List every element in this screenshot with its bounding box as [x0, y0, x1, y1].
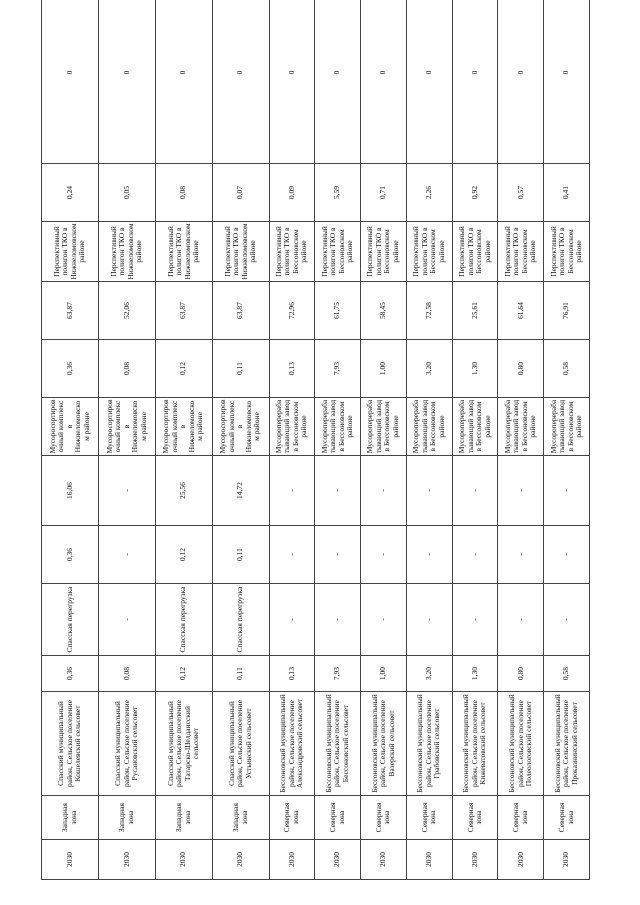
cell-last: 0	[361, 0, 407, 164]
cell-transfer-capacity: 25,56	[155, 456, 212, 526]
cell-distance: 61,75	[315, 282, 361, 340]
cell-object-volume: 0,80	[498, 340, 544, 398]
cell-volume: 0,12	[155, 656, 212, 692]
cell-landfill-volume: 0,09	[269, 164, 315, 222]
table-row	[42, 0, 99, 880]
cell-zone: Северная зона	[544, 796, 590, 840]
cell-year: 2030	[98, 840, 155, 880]
cell-year: 2030	[315, 840, 361, 880]
cell-distance: 63,87	[42, 282, 99, 340]
cell-year: 2030	[406, 840, 452, 880]
cell-transfer: -	[544, 584, 590, 656]
cell-last: 0	[498, 0, 544, 164]
cell-zone: Северная зона	[498, 796, 544, 840]
cell-object: Мусороперерабатывающий завод в Бессоновском районе	[452, 398, 498, 456]
cell-landfill-volume: 5,59	[315, 164, 361, 222]
cell-transfer: -	[498, 584, 544, 656]
cell-landfill: Перспективный полигон ТКО в Бессоновском районе	[269, 222, 315, 282]
cell-volume: 0,13	[269, 656, 315, 692]
cell-volume: 0,58	[544, 656, 590, 692]
cell-transfer-volume: 0,12	[155, 526, 212, 584]
cell-last: 0	[98, 0, 155, 164]
cell-distance: 58,45	[361, 282, 407, 340]
cell-year: 2030	[498, 840, 544, 880]
cell-settlement: Спасский муниципальный район, Сельское поселение Русановский сельсовет	[98, 692, 155, 796]
cell-transfer: -	[315, 584, 361, 656]
cell-last: 0	[544, 0, 590, 164]
cell-year: 2030	[269, 840, 315, 880]
cell-transfer: -	[452, 584, 498, 656]
cell-settlement: Спасский муниципальный район, Сельское поселение Татарско-Шелдаисский сельсовет	[155, 692, 212, 796]
cell-zone: Северная зона	[406, 796, 452, 840]
table-row	[212, 0, 269, 880]
cell-transfer-capacity: -	[406, 456, 452, 526]
waste-flow-table	[41, 0, 590, 880]
cell-last: 0	[315, 0, 361, 164]
cell-last: 0	[212, 0, 269, 164]
cell-landfill-volume: 2,26	[406, 164, 452, 222]
cell-distance: 63,87	[212, 282, 269, 340]
cell-zone: Северная зона	[315, 796, 361, 840]
cell-transfer: -	[269, 584, 315, 656]
cell-object-volume: 0,13	[269, 340, 315, 398]
cell-transfer-capacity: 14,72	[212, 456, 269, 526]
cell-object: Мусороперерабатывающий завод в Бессоновском районе	[361, 398, 407, 456]
cell-transfer-volume: 0,36	[42, 526, 99, 584]
table-row	[155, 0, 212, 880]
cell-transfer-capacity: -	[452, 456, 498, 526]
table-row	[498, 0, 544, 880]
cell-volume: 0,08	[98, 656, 155, 692]
cell-landfill: Перспективный полигон ТКО в Бессоновском районе	[361, 222, 407, 282]
cell-volume: 7,93	[315, 656, 361, 692]
cell-transfer-capacity: -	[98, 456, 155, 526]
table-row	[406, 0, 452, 880]
cell-transfer-volume: -	[98, 526, 155, 584]
cell-settlement: Бессоновский муниципальный район, Сельское поселение Бессоновский сельсовет	[315, 692, 361, 796]
cell-year: 2030	[155, 840, 212, 880]
cell-volume: 1,30	[452, 656, 498, 692]
cell-last: 0	[155, 0, 212, 164]
cell-volume: 0,36	[42, 656, 99, 692]
cell-year: 2030	[452, 840, 498, 880]
cell-landfill: Перспективный полигон ТКО в Бессоновском районе	[452, 222, 498, 282]
cell-landfill: Перспективный полигон ТКО в Бессоновском районе	[315, 222, 361, 282]
cell-settlement: Бессоновский муниципальный район, Сельское поселение Грабовский сельсовет	[406, 692, 452, 796]
cell-volume: 3,20	[406, 656, 452, 692]
cell-last: 0	[452, 0, 498, 164]
cell-transfer-capacity: -	[544, 456, 590, 526]
cell-volume: 1,00	[361, 656, 407, 692]
cell-transfer-capacity: -	[498, 456, 544, 526]
cell-object-volume: 0,11	[212, 340, 269, 398]
cell-distance: 52,06	[98, 282, 155, 340]
cell-object: Мусоросортировочный комплекс в Нижнеломовском районе	[98, 398, 155, 456]
cell-settlement: Бессоновский муниципальный район, Сельское поселение Александровский сельсовет	[269, 692, 315, 796]
cell-transfer-volume: -	[452, 526, 498, 584]
cell-year: 2030	[212, 840, 269, 880]
cell-zone: Западная зона	[212, 796, 269, 840]
cell-transfer-volume: -	[315, 526, 361, 584]
cell-settlement: Бессоновский муниципальный район, Сельское поселение Проказнинский сельсовет	[544, 692, 590, 796]
cell-landfill: Перспективный полигон ТКО в Нижнеломовском районе	[98, 222, 155, 282]
cell-transfer-capacity: 16,06	[42, 456, 99, 526]
cell-object: Мусороперерабатывающий завод в Бессоновском районе	[498, 398, 544, 456]
cell-landfill-volume: 0,24	[42, 164, 99, 222]
cell-landfill-volume: 0,57	[498, 164, 544, 222]
table-row	[315, 0, 361, 880]
cell-year: 2030	[42, 840, 99, 880]
table-row	[269, 0, 315, 880]
cell-transfer: -	[406, 584, 452, 656]
cell-transfer-volume: -	[406, 526, 452, 584]
cell-transfer: -	[361, 584, 407, 656]
cell-landfill: Перспективный полигон ТКО в Нижнеломовском районе	[42, 222, 99, 282]
cell-distance: 61,64	[498, 282, 544, 340]
cell-object-volume: 0,12	[155, 340, 212, 398]
cell-volume: 0,80	[498, 656, 544, 692]
cell-zone: Западная зона	[98, 796, 155, 840]
cell-settlement: Бессоновский муниципальный район, Сельское поселение Вазерский сельсовет	[361, 692, 407, 796]
cell-transfer-volume: 0,11	[212, 526, 269, 584]
table-row	[361, 0, 407, 880]
cell-transfer: -	[98, 584, 155, 656]
cell-object: Мусороперерабатывающий завод в Бессоновском районе	[406, 398, 452, 456]
cell-transfer: Спасская перегрузка	[155, 584, 212, 656]
table-row	[544, 0, 590, 880]
cell-transfer-volume: -	[361, 526, 407, 584]
cell-landfill-volume: 0,07	[212, 164, 269, 222]
cell-transfer-capacity: -	[315, 456, 361, 526]
cell-transfer-capacity: -	[361, 456, 407, 526]
cell-landfill: Перспективный полигон ТКО в Бессоновском районе	[544, 222, 590, 282]
cell-object-volume: 1,30	[452, 340, 498, 398]
cell-object: Мусороперерабатывающий завод в Бессоновском районе	[269, 398, 315, 456]
cell-transfer: Спасская перегрузка	[212, 584, 269, 656]
cell-object-volume: 1,00	[361, 340, 407, 398]
cell-landfill: Перспективный полигон ТКО в Бессоновском районе	[406, 222, 452, 282]
cell-object-volume: 0,58	[544, 340, 590, 398]
cell-object: Мусороперерабатывающий завод в Бессоновском районе	[315, 398, 361, 456]
cell-object: Мусоросортировочный комплекс в Нижнеломовском районе	[212, 398, 269, 456]
cell-landfill: Перспективный полигон ТКО в Нижнеломовском районе	[212, 222, 269, 282]
rotated-page	[41, 22, 590, 880]
cell-zone: Западная зона	[155, 796, 212, 840]
cell-transfer-volume: -	[544, 526, 590, 584]
cell-object: Мусоросортировочный комплекс в Нижнеломовском районе	[155, 398, 212, 456]
cell-settlement: Бессоновский муниципальный район, Сельское поселение Полеологовский сельсовет	[498, 692, 544, 796]
cell-object: Мусороперерабатывающий завод в Бессоновском районе	[544, 398, 590, 456]
cell-distance: 63,87	[155, 282, 212, 340]
cell-year: 2030	[361, 840, 407, 880]
cell-object-volume: 0,08	[98, 340, 155, 398]
cell-landfill: Перспективный полигон ТКО в Бессоновском районе	[498, 222, 544, 282]
table-row	[452, 0, 498, 880]
cell-distance: 72,58	[406, 282, 452, 340]
cell-object: Мусоросортировочный комплекс в Нижнеломовском районе	[42, 398, 99, 456]
cell-transfer-volume: -	[269, 526, 315, 584]
table-row	[98, 0, 155, 880]
cell-landfill-volume: 0,08	[155, 164, 212, 222]
cell-landfill-volume: 0,41	[544, 164, 590, 222]
cell-settlement: Бессоновский муниципальный район, Сельское поселение Кижеватовский сельсовет	[452, 692, 498, 796]
cell-zone: Западная зона	[42, 796, 99, 840]
cell-landfill-volume: 0,05	[98, 164, 155, 222]
cell-distance: 72,96	[269, 282, 315, 340]
cell-landfill-volume: 0,92	[452, 164, 498, 222]
cell-distance: 25,61	[452, 282, 498, 340]
cell-settlement: Спасский муниципальный район, Сельское поселение Кошелевский сельсовет	[42, 692, 99, 796]
cell-volume: 0,11	[212, 656, 269, 692]
cell-last: 0	[269, 0, 315, 164]
cell-object-volume: 3,20	[406, 340, 452, 398]
cell-landfill-volume: 0,71	[361, 164, 407, 222]
cell-object-volume: 7,93	[315, 340, 361, 398]
cell-transfer-capacity: -	[269, 456, 315, 526]
cell-object-volume: 0,36	[42, 340, 99, 398]
cell-distance: 76,91	[544, 282, 590, 340]
cell-transfer: Спасская перегрузка	[42, 584, 99, 656]
cell-zone: Северная зона	[452, 796, 498, 840]
cell-last: 0	[42, 0, 99, 164]
cell-year: 2030	[544, 840, 590, 880]
cell-landfill: Перспективный полигон ТКО в Нижнеломовском районе	[155, 222, 212, 282]
cell-transfer-volume: -	[498, 526, 544, 584]
cell-last: 0	[406, 0, 452, 164]
cell-zone: Северная зона	[361, 796, 407, 840]
cell-zone: Северная зона	[269, 796, 315, 840]
cell-settlement: Спасский муниципальный район, Сельское поселение Устьинский сельсовет	[212, 692, 269, 796]
